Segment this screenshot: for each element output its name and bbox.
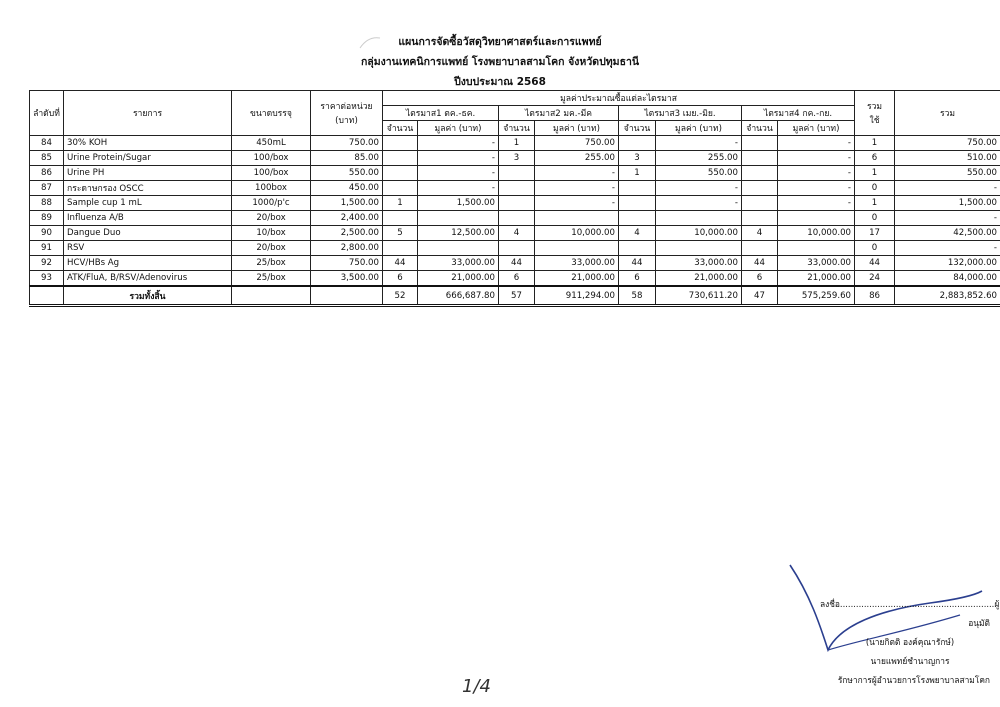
cell-item: ATK/FluA, B/RSV/Adenovirus xyxy=(64,271,232,287)
cell-q2-qty: 44 xyxy=(499,256,535,271)
cell-price: 750.00 xyxy=(311,256,383,271)
signature-block xyxy=(820,595,1000,690)
header-q1-qty: จำนวน xyxy=(383,121,418,136)
cell-empty xyxy=(311,286,383,306)
cell-q1-value: - xyxy=(418,151,499,166)
header-pack: ขนาดบรรจุ xyxy=(232,91,311,136)
cell-q2-qty xyxy=(499,241,535,256)
cell-q2-value: 33,000.00 xyxy=(535,256,619,271)
cell-no: 89 xyxy=(30,211,64,226)
cell-q1-value: 21,000.00 xyxy=(418,271,499,287)
cell-price: 2,800.00 xyxy=(311,241,383,256)
cell-q3-qty xyxy=(619,136,656,151)
cell-q3-qty: 44 xyxy=(619,256,656,271)
cell-pack: 100/box xyxy=(232,166,311,181)
cell-q2-value: - xyxy=(535,166,619,181)
table-row xyxy=(30,136,1000,151)
document-subtitle: กลุ่มงานเทคนิการแพทย์ โรงพยาบาลสามโคก จังหวัดปทุมธานี xyxy=(360,56,640,68)
cell-q2-qty xyxy=(499,166,535,181)
signature-line: ลงชื่อ..........................................................ผู้อนุมัติ xyxy=(820,599,1000,628)
cell-q3-value: 21,000.00 xyxy=(656,271,742,287)
table-row xyxy=(30,241,1000,256)
cell-q2-value: 255.00 xyxy=(535,151,619,166)
cell-price: 1,500.00 xyxy=(311,196,383,211)
cell-q2-value: - xyxy=(535,181,619,196)
header-unit-price-sub: (บาท) xyxy=(335,116,358,126)
header-total-used-sub: ใช้ xyxy=(869,116,880,126)
procurement-table xyxy=(29,90,1000,307)
cell-q1-value: - xyxy=(418,136,499,151)
cell-q1-value xyxy=(418,211,499,226)
table-row xyxy=(30,256,1000,271)
header-q4-value: มูลค่า (บาท) xyxy=(778,121,855,136)
cell-q2-value xyxy=(535,241,619,256)
cell-q3-qty xyxy=(619,211,656,226)
cell-q1-qty: 1 xyxy=(383,196,418,211)
cell-q2-value: 10,000.00 xyxy=(535,226,619,241)
cell-q3-qty: 6 xyxy=(619,271,656,287)
cell-price: 2,400.00 xyxy=(311,211,383,226)
cell-q4-value xyxy=(778,241,855,256)
cell-q4-qty xyxy=(742,181,778,196)
cell-no: 85 xyxy=(30,151,64,166)
cell-item: 30% KOH xyxy=(64,136,232,151)
cell-q2-qty xyxy=(499,181,535,196)
cell-price: 450.00 xyxy=(311,181,383,196)
header-q4: ไตรมาส4 กค.-กย. xyxy=(742,106,855,121)
cell-empty xyxy=(30,286,64,306)
cell-total: - xyxy=(895,211,1000,226)
cell-price: 3,500.00 xyxy=(311,271,383,287)
header-q1: ไตรมาส1 ตค.-ธค. xyxy=(383,106,499,121)
cell-q3-qty: 3 xyxy=(619,151,656,166)
grand-total-value: 2,883,852.60 xyxy=(895,286,1000,306)
header-unit-price-label: ราคาต่อหน่วย xyxy=(320,102,373,112)
cell-q1-qty: 44 xyxy=(383,256,418,271)
cell-q4-value: 21,000.00 xyxy=(778,271,855,287)
cell-used: 1 xyxy=(855,136,895,151)
signer-name: (นายกิตติ องค์คุณารักษ์) xyxy=(865,637,955,647)
total-q2-qty: 57 xyxy=(499,286,535,306)
header-q4-qty: จำนวน xyxy=(742,121,778,136)
table-row xyxy=(30,211,1000,226)
document-title: แผนการจัดซื้อวัสดุวิทยาศาสตร์และการแพทย์ xyxy=(398,36,602,48)
cell-total: - xyxy=(895,181,1000,196)
cell-q1-value: - xyxy=(418,181,499,196)
cell-q2-value: - xyxy=(535,196,619,211)
total-q4-value: 575,259.60 xyxy=(778,286,855,306)
cell-q4-value: 10,000.00 xyxy=(778,226,855,241)
cell-item: Dangue Duo xyxy=(64,226,232,241)
header-q3-qty: จำนวน xyxy=(619,121,656,136)
cell-q3-value: 550.00 xyxy=(656,166,742,181)
cell-q4-value: - xyxy=(778,196,855,211)
cell-q1-value: 33,000.00 xyxy=(418,256,499,271)
cell-q4-qty xyxy=(742,241,778,256)
cell-q4-value: 33,000.00 xyxy=(778,256,855,271)
cell-q2-value: 750.00 xyxy=(535,136,619,151)
cell-no: 84 xyxy=(30,136,64,151)
cell-used: 17 xyxy=(855,226,895,241)
grand-total-label: รวมทั้งสิ้น xyxy=(64,286,232,306)
cell-q3-value: - xyxy=(656,196,742,211)
header-q1-value: มูลค่า (บาท) xyxy=(418,121,499,136)
cell-q4-qty xyxy=(742,166,778,181)
table-row xyxy=(30,196,1000,211)
cell-q2-value xyxy=(535,211,619,226)
cell-price: 750.00 xyxy=(311,136,383,151)
cell-q3-value xyxy=(656,241,742,256)
signer-role: รักษาการผู้อำนวยการโรงพยาบาลสามโคก xyxy=(837,675,990,685)
cell-total: - xyxy=(895,241,1000,256)
header-item: รายการ xyxy=(64,91,232,136)
cell-q3-value: 10,000.00 xyxy=(656,226,742,241)
header-q2: ไตรมาส2 มค.-มีค xyxy=(499,106,619,121)
total-q1-value: 666,687.80 xyxy=(418,286,499,306)
cell-q4-value: - xyxy=(778,166,855,181)
cell-q1-value: - xyxy=(418,166,499,181)
cell-item: Sample cup 1 mL xyxy=(64,196,232,211)
header-no: ลำดับที่ xyxy=(30,91,64,136)
cell-q3-value xyxy=(656,211,742,226)
cell-q2-qty: 4 xyxy=(499,226,535,241)
total-q3-value: 730,611.20 xyxy=(656,286,742,306)
cell-q2-qty xyxy=(499,211,535,226)
cell-q1-qty xyxy=(383,241,418,256)
cell-pack: 100/box xyxy=(232,151,311,166)
cell-q3-value: - xyxy=(656,181,742,196)
cell-pack: 20/box xyxy=(232,241,311,256)
cell-q1-qty: 5 xyxy=(383,226,418,241)
cell-q3-value: - xyxy=(656,136,742,151)
cell-total: 550.00 xyxy=(895,166,1000,181)
header-total-used-label: รวม xyxy=(866,102,883,112)
cell-q1-value: 1,500.00 xyxy=(418,196,499,211)
cell-used: 24 xyxy=(855,271,895,287)
cell-q4-value: - xyxy=(778,151,855,166)
table-header xyxy=(30,91,1000,136)
cell-q4-qty: 44 xyxy=(742,256,778,271)
cell-q2-qty: 6 xyxy=(499,271,535,287)
cell-q1-qty xyxy=(383,181,418,196)
header-total-used xyxy=(855,91,895,136)
cell-used: 0 xyxy=(855,211,895,226)
cell-q4-value: - xyxy=(778,181,855,196)
cell-pack: 100box xyxy=(232,181,311,196)
cell-total: 84,000.00 xyxy=(895,271,1000,287)
header-q3: ไตรมาส3 เมย.-มิย. xyxy=(619,106,742,121)
cell-pack: 1000/p'c xyxy=(232,196,311,211)
cell-q4-qty xyxy=(742,136,778,151)
cell-pack: 25/box xyxy=(232,256,311,271)
cell-item: กระดาษกรอง OSCC xyxy=(64,181,232,196)
cell-price: 550.00 xyxy=(311,166,383,181)
cell-q2-qty: 1 xyxy=(499,136,535,151)
table-row xyxy=(30,151,1000,166)
header-unit-price xyxy=(311,91,383,136)
cell-used: 44 xyxy=(855,256,895,271)
cell-price: 85.00 xyxy=(311,151,383,166)
cell-q2-qty xyxy=(499,196,535,211)
cell-item: Urine Protein/Sugar xyxy=(64,151,232,166)
cell-q2-value: 21,000.00 xyxy=(535,271,619,287)
cell-q3-value: 33,000.00 xyxy=(656,256,742,271)
fiscal-year: ปีงบประมาณ 2568 xyxy=(454,76,546,88)
cell-q1-qty xyxy=(383,151,418,166)
cell-q2-qty: 3 xyxy=(499,151,535,166)
cell-q3-qty xyxy=(619,241,656,256)
header-plan-value: มูลค่าประมาณซื้อแต่ละไตรมาส xyxy=(383,91,855,106)
cell-q3-qty: 1 xyxy=(619,166,656,181)
cell-q3-qty xyxy=(619,196,656,211)
cell-q1-qty xyxy=(383,211,418,226)
cell-q4-value xyxy=(778,211,855,226)
cell-q4-value: - xyxy=(778,136,855,151)
cell-no: 91 xyxy=(30,241,64,256)
table-row xyxy=(30,226,1000,241)
total-used: 86 xyxy=(855,286,895,306)
cell-used: 0 xyxy=(855,181,895,196)
page-number: 1/4 xyxy=(462,676,491,697)
total-q3-qty: 58 xyxy=(619,286,656,306)
cell-total: 132,000.00 xyxy=(895,256,1000,271)
cell-no: 86 xyxy=(30,166,64,181)
cell-pack: 10/box xyxy=(232,226,311,241)
cell-pack: 450mL xyxy=(232,136,311,151)
cell-item: Urine PH xyxy=(64,166,232,181)
cell-q4-qty xyxy=(742,211,778,226)
cell-item: Influenza A/B xyxy=(64,211,232,226)
cell-q3-value: 255.00 xyxy=(656,151,742,166)
table-body xyxy=(30,136,1000,306)
grand-total-row xyxy=(30,286,1000,306)
cell-q1-qty xyxy=(383,136,418,151)
cell-total: 42,500.00 xyxy=(895,226,1000,241)
total-q2-value: 911,294.00 xyxy=(535,286,619,306)
cell-no: 90 xyxy=(30,226,64,241)
cell-q3-qty: 4 xyxy=(619,226,656,241)
signer-position: นายแพทย์ชำนาญการ xyxy=(870,656,950,666)
cell-q4-qty: 4 xyxy=(742,226,778,241)
header-q3-value: มูลค่า (บาท) xyxy=(656,121,742,136)
cell-item: HCV/HBs Ag xyxy=(64,256,232,271)
cell-q1-value xyxy=(418,241,499,256)
cell-pack: 20/box xyxy=(232,211,311,226)
cell-q1-value: 12,500.00 xyxy=(418,226,499,241)
cell-used: 1 xyxy=(855,196,895,211)
cell-empty xyxy=(232,286,311,306)
cell-q3-qty xyxy=(619,181,656,196)
cell-price: 2,500.00 xyxy=(311,226,383,241)
cell-total: 510.00 xyxy=(895,151,1000,166)
header-q2-value: มูลค่า (บาท) xyxy=(535,121,619,136)
cell-no: 87 xyxy=(30,181,64,196)
header-total: รวม xyxy=(895,91,1000,136)
cell-q4-qty xyxy=(742,151,778,166)
table-row xyxy=(30,181,1000,196)
cell-q1-qty xyxy=(383,166,418,181)
header-q2-qty: จำนวน xyxy=(499,121,535,136)
document-header xyxy=(0,32,1000,92)
cell-total: 750.00 xyxy=(895,136,1000,151)
cell-no: 92 xyxy=(30,256,64,271)
cell-used: 6 xyxy=(855,151,895,166)
table-row xyxy=(30,271,1000,287)
cell-used: 0 xyxy=(855,241,895,256)
cell-q1-qty: 6 xyxy=(383,271,418,287)
cell-q4-qty xyxy=(742,196,778,211)
cell-used: 1 xyxy=(855,166,895,181)
cell-no: 88 xyxy=(30,196,64,211)
cell-total: 1,500.00 xyxy=(895,196,1000,211)
cell-no: 93 xyxy=(30,271,64,287)
cell-q4-qty: 6 xyxy=(742,271,778,287)
table-row xyxy=(30,166,1000,181)
cell-pack: 25/box xyxy=(232,271,311,287)
cell-item: RSV xyxy=(64,241,232,256)
total-q1-qty: 52 xyxy=(383,286,418,306)
total-q4-qty: 47 xyxy=(742,286,778,306)
